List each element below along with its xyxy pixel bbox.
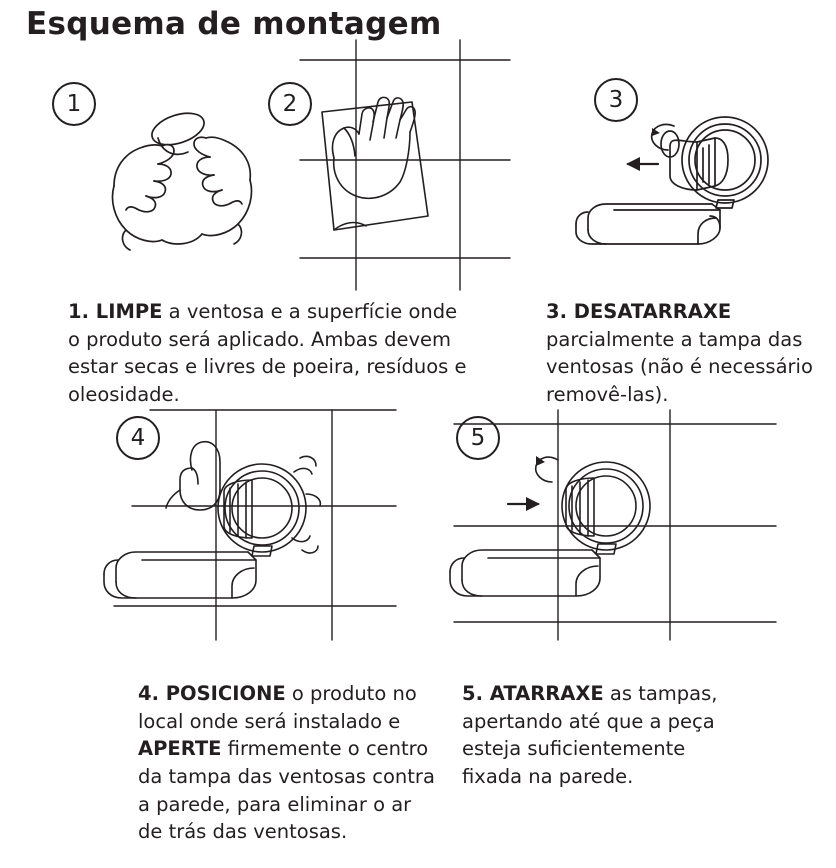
step-badge-2-label: 2	[282, 91, 298, 117]
step-badge-4	[116, 416, 160, 460]
step-badge-2	[268, 82, 312, 126]
caption-step-3	[546, 298, 826, 409]
caption-step-4-rest: firmemente o centro da tampa das ventosas contra a parede, para eliminar o ar de trás das ventosas.	[138, 737, 435, 844]
caption-step-1	[68, 298, 468, 409]
caption-step-3-rest: parcialmente a tampa das ventosas (não é necessário removê-las).	[546, 327, 813, 407]
page-title: Esquema de montagem	[26, 6, 442, 42]
step-badge-3	[594, 78, 638, 122]
caption-step-1-lead: 1. LIMPE	[68, 300, 163, 323]
illustration-step-3	[570, 112, 785, 277]
caption-step-4-mid: o produto no local onde será instalado e	[138, 682, 417, 733]
caption-step-4-lead-b: APERTE	[138, 737, 222, 761]
caption-step-5-rest: as tampas, apertando até que a peça esteja suficientemente fixada na parede.	[462, 682, 718, 789]
caption-step-5	[462, 680, 722, 791]
illustration-step-2	[300, 40, 510, 290]
step-badge-5-label: 5	[470, 425, 486, 451]
caption-step-5-lead: 5. ATARRAXE	[462, 682, 604, 705]
caption-step-1-rest: a ventosa e a superfície onde o produto será aplicado. Ambas devem estar secas e livres de poeira, resíduos e oleosidade.	[68, 300, 467, 407]
step-badge-3-label: 3	[608, 87, 624, 113]
step-badge-4-label: 4	[130, 425, 146, 451]
caption-step-4-lead-a: 4. POSICIONE	[138, 682, 286, 705]
caption-step-4	[138, 680, 438, 846]
caption-step-3-lead: 3. DESATARRAXE	[546, 300, 732, 323]
step-badge-1-label: 1	[66, 91, 82, 117]
step-badge-1	[52, 82, 96, 126]
illustration-step-1	[100, 96, 260, 276]
step-badge-5	[456, 416, 500, 460]
